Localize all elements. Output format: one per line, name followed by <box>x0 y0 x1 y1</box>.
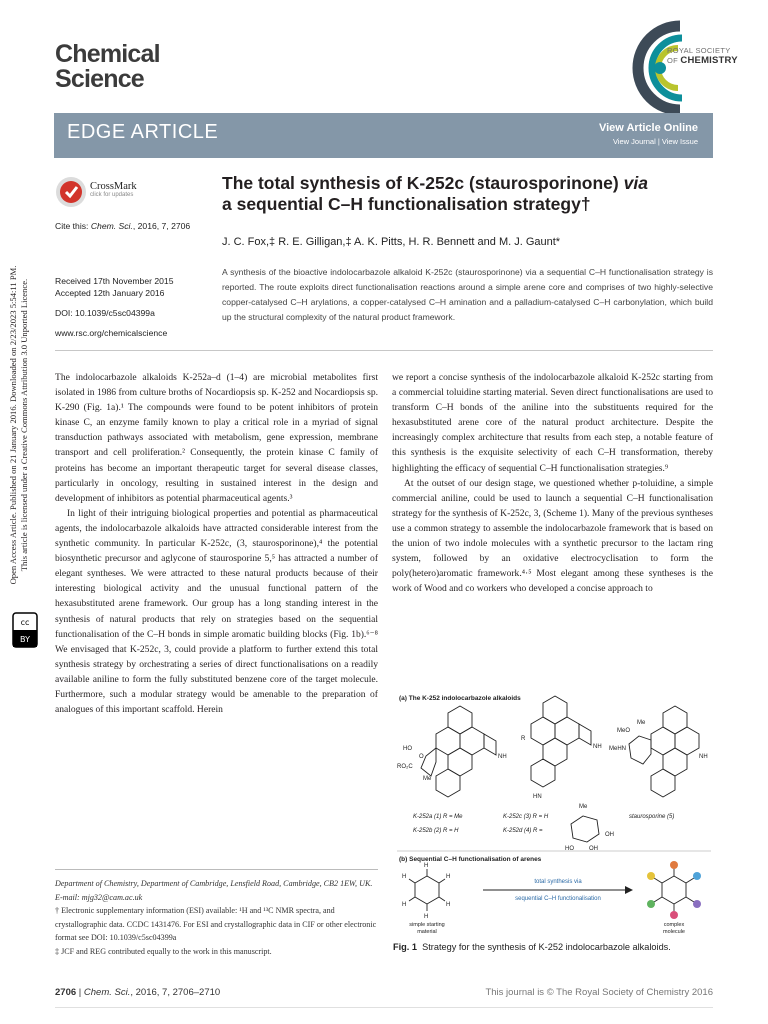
article-links <box>599 122 698 146</box>
article-title: The total synthesis of K-252c (staurosporinone) via a sequential C–H functionalisation strategy† <box>222 173 648 214</box>
paragraph: At the outset of our design stage, we questioned whether p-toluidine, a simple commercial aniline, could be used to launch a sequential C–H functionalisation strategy for the synthesis of K-252c, 3, (Scheme 1). Many of the previous syntheses use a common strategy to assemble the indolocarbazole framework that is based on the union of two indole molecules with a synthetic precursor to the lactam ring system, followed by an oxidative electrocyclisation to form the poly(hetero)aromatic framework.⁴·⁵ Most elegant among these syntheses is the work of Wood and co workers who developed a concise approach to <box>392 477 713 595</box>
article-dates: Received 17th November 2015 Accepted 12th January 2016 <box>55 276 174 298</box>
crossmark-label[interactable]: CrossMark click for updates <box>90 181 137 198</box>
affiliation: Department of Chemistry, Department of Cambridge, Lensfield Road, Cambridge, CB2 1EW, UK. E-mail: mjg32@cam.ac.uk <box>55 879 373 902</box>
authors: J. C. Fox,‡ R. E. Gilligan,‡ A. K. Pitts, H. R. Bennett and M. J. Gaunt* <box>222 236 561 248</box>
figure-caption: Fig. 1 Strategy for the synthesis of K-252 indolocarbazole alkaloids. <box>393 942 671 952</box>
publisher-name: ROYAL SOCIETY OF CHEMISTRY <box>667 46 738 66</box>
complex-arene <box>647 861 701 919</box>
divider <box>55 350 713 351</box>
svg-text:K-252a (1) R = Me: K-252a (1) R = Me <box>413 814 463 820</box>
svg-text:K-252d (4) R =: K-252d (4) R = <box>503 828 543 834</box>
svg-text:material: material <box>417 929 437 935</box>
page-footer-left: 2706 | Chem. Sci., 2016, 7, 2706–2710 <box>55 987 221 998</box>
svg-text:H: H <box>402 874 407 880</box>
crossmark-icon[interactable] <box>55 176 87 208</box>
svg-text:OH: OH <box>605 832 614 838</box>
svg-text:NH: NH <box>498 754 507 760</box>
body-column-right <box>392 370 713 596</box>
svg-text:sequential C–H functionalisati: sequential C–H functionalisation <box>515 896 601 902</box>
article-type: EDGE ARTICLE <box>67 121 219 143</box>
footnotes <box>55 877 378 959</box>
structure-k252a <box>421 706 496 797</box>
figure-1 <box>393 688 715 936</box>
svg-text:HN: HN <box>533 794 542 800</box>
svg-text:(a) The K-252 indolocarbazole: (a) The K-252 indolocarbazole alkaloids <box>399 695 521 702</box>
view-article-online-link[interactable]: View Article Online <box>598 122 698 134</box>
paragraph: we report a concise synthesis of the indolocarbazole alkaloid K-252c starting from a commercial toluidine starting material. Seven direct functionalisations are used to transform C–H bonds of the aniline into the substituents required for the hexasubstituted arene core of the natural product architecture. Despite the increasingly complex architecture that results from each step, a notable feature of this synthesis is the exquisite selectivity of each C–H transformation, thereby highlighting the efficacy of sequential C–H functionalisation strategies.⁹ <box>392 372 713 474</box>
svg-text:total synthesis via: total synthesis via <box>534 879 582 885</box>
svg-text:H: H <box>402 902 407 908</box>
journal-issue-links[interactable]: View Journal | View Issue <box>612 137 698 146</box>
svg-text:HO: HO <box>403 746 412 752</box>
svg-text:H: H <box>424 914 429 920</box>
svg-text:simple starting: simple starting <box>409 922 445 928</box>
rsc-logo-icon <box>610 18 720 118</box>
svg-text:O: O <box>419 754 424 760</box>
svg-text:Me: Me <box>423 776 432 782</box>
structure-k252c <box>531 696 591 787</box>
journal-title: Chemical Science <box>55 40 160 93</box>
svg-text:H: H <box>446 902 451 908</box>
journal-website-link[interactable]: www.rsc.org/chemicalscience <box>55 328 168 338</box>
svg-text:staurosporine (5): staurosporine (5) <box>629 814 675 820</box>
svg-text:BY: BY <box>20 635 30 644</box>
svg-text:K-252b (2) R = H: K-252b (2) R = H <box>413 828 459 834</box>
body-column-left <box>55 370 378 717</box>
footer-divider <box>55 1007 713 1008</box>
sugar-ring <box>571 816 599 842</box>
doi[interactable]: DOI: 10.1039/c5sc04399a <box>55 308 155 318</box>
svg-text:H: H <box>446 874 451 880</box>
svg-text:(b) Sequential C–H functionali: (b) Sequential C–H functionalisation of arenes <box>399 856 542 863</box>
abstract: A synthesis of the bioactive indolocarbazole alkaloid K-252c (staurosporinone) via a sequential C–H functionalisation strategy is reported. The route exploits direct functionalisation reactions around a simple arene core and comprises of two highly-selective copper-catalysed C–H arylations, a copper-catalysed C–H amination and a palladium-catalysed C–H carbonylation, which build up the structural complexity of the natural product framework. <box>222 267 713 322</box>
creative-commons-icon[interactable] <box>12 612 38 648</box>
svg-text:Me: Me <box>579 804 588 810</box>
svg-text:molecule: molecule <box>662 929 686 935</box>
svg-text:HO: HO <box>565 846 574 852</box>
svg-text:Me: Me <box>637 720 646 726</box>
page-footer-right: This journal is © The Royal Society of Chemistry 2016 <box>485 987 713 998</box>
open-access-banner: Open Access Article. Published on 21 January 2016. Downloaded on 2/23/2023 5:54:11 PM. This article is licensed under a Creative Commons Attribution 3.0 Unported Licence. <box>8 265 29 585</box>
svg-text:MeO: MeO <box>617 728 631 734</box>
svg-text:NH: NH <box>699 754 708 760</box>
svg-text:NH: NH <box>593 744 602 750</box>
footnote: † Electronic supplementary information (ESI) available: ¹H and ¹³C NMR spectra, and crystallographic data. CCDC 1431476. For ESI and crystallographic data in CIF or other electronic format see DOI: 10.1039/c5sc04399a <box>55 906 377 943</box>
svg-text:K-252c (3) R = H: K-252c (3) R = H <box>503 814 549 820</box>
footnote-divider <box>55 869 378 870</box>
svg-text:cc: cc <box>20 618 30 627</box>
svg-text:R: R <box>521 736 526 742</box>
paragraph: In light of their intriguing biological properties and potential as pharmaceutical agents, the indolocarbazole alkaloids have attracted considerable interest from the synthetic community. In particular K-252c, (3, staurosporinone),⁴ the potential biosynthetic precursor and aglycone of staurosporine 5,⁵ has attracted a number of elegant syntheses. We were attracted to these natural products because of their interesting biological activity and the unusual functional pattern of the hexasubstituted arene framework. Our group has a long standing interest in the synthesis of natural products that rely on strategies based on the sequential functionalisation of the C–H bonds in simple aromatic building blocks (Fig. 1b).⁶⁻⁸ We envisaged that K-252c, 3, could provide a platform to further extend this total synthesis strategy by orchestrating a series of direct functionalisations on a readily available aniline to form the fully substituted benzene core of the target molecule. Furthermore, such a modular strategy would be amenable to the preparation of analogues of this important scaffold. Herein <box>55 507 378 716</box>
svg-text:OH: OH <box>589 846 598 852</box>
svg-text:MeHN: MeHN <box>609 746 627 752</box>
footnote: ‡ JCF and REG contributed equally to the work in this manuscript. <box>55 946 272 956</box>
paragraph: The indolocarbazole alkaloids K-252a–d (1–4) are microbial metabolites first isolated in 1986 from culture broths of Nocardiopsis sp. K-252 and Nocardiopsis sp. K-290 (Fig. 1a).¹ The compounds were found to be potent inhibitors of protein kinase C, an enzyme family known to play a critical role in a myriad of signal transduction pathways associated with metabolism, gene expression, membrane transport and cell proliferation.² Consequently, the protein kinase C family of proteins has become an important therapeutic target for several disease classes, particularly in oncology, resulting in sustained interest in the design and development of inhibitors as potential pharmaceutical agents.³ <box>55 372 378 504</box>
svg-text:RO₂C: RO₂C <box>397 764 413 770</box>
svg-text:complex: complex <box>663 922 685 928</box>
simple-arene <box>409 869 445 911</box>
svg-text:H: H <box>424 863 429 869</box>
citation: Cite this: Chem. Sci., 2016, 7, 2706 <box>55 221 191 231</box>
